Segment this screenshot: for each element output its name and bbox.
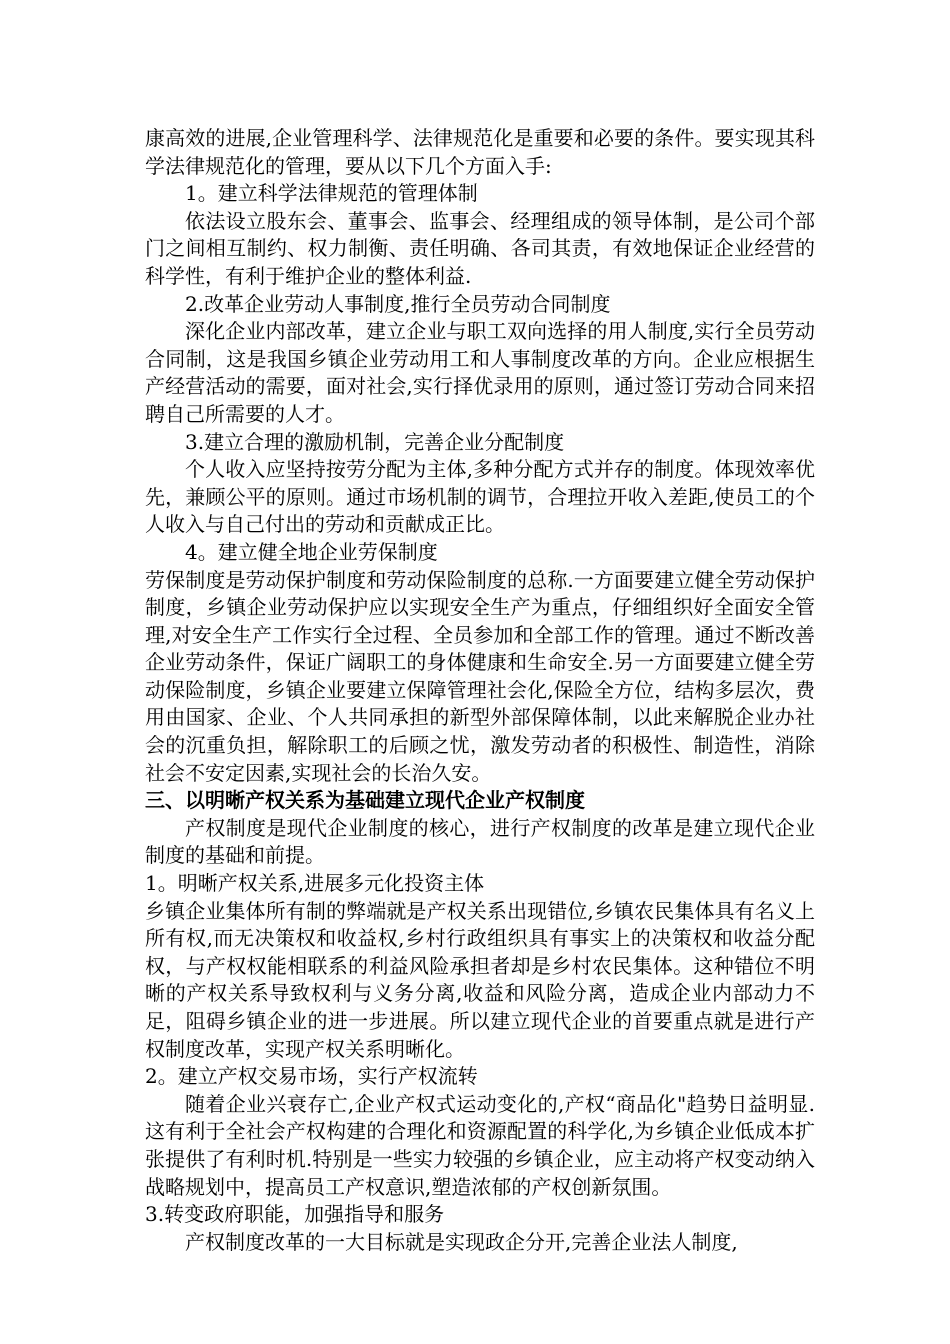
list-item-3-heading: 3.建立合理的激励机制，完善企业分配制度	[185, 429, 565, 454]
list-item-4-heading: 4。建立健全地企业劳保制度	[185, 539, 438, 564]
paragraph-labor-protection: 劳保制度是劳动保护制度和劳动保险制度的总称.一方面要建立健全劳动保护制度，乡镇企业劳动保护应以实现安全生产为重点，仔细组织好全面安全管理,对安全生产工作实行全过程、全员参加和全部工作的管理。通过不断改善企业劳动条件，保证广阔职工的身体健康和生命安全.另一方面要建立健全劳动保险制度，乡镇企业要建立保障管理社会化,保险全方位，结构多层次，费用由国家、企业、个人共同承担的新型外部保障体制，以此来解脱企业办社会的沉重负担，解除职工的后顾之忧，激发劳动者的积极性、制造性，消除社会不安定因素,实现社会的长治久安。	[145, 567, 815, 785]
paragraph-government-role: 产权制度改革的一大目标就是实现政企分开,完善企业法人制度,	[185, 1229, 738, 1254]
document-page	[145, 125, 815, 1256]
section-heading-3: 三、以明晰产权关系为基础建立现代企业产权制度	[145, 788, 585, 813]
list-item-property-2-heading: 2。建立产权交易市场，实行产权流转	[145, 1064, 478, 1089]
paragraph-distribution: 个人收入应坚持按劳分配为主体,多种分配方式并存的制度。体现效率优先，兼顾公平的原则。通过市场机制的调节，合理拉开收入差距,使员工的个人收入与自己付出的劳动和贡献成正比。	[145, 457, 815, 537]
paragraph-property-core: 产权制度是现代企业制度的核心，进行产权制度的改革是建立现代企业制度的基础和前提。	[145, 815, 815, 868]
list-item-1-heading: 1。建立科学法律规范的管理体制	[185, 181, 478, 206]
paragraph-labor-contract: 深化企业内部改革，建立企业与职工双向选择的用人制度,实行全员劳动合同制，这是我国乡镇企业劳动用工和人事制度改革的方向。企业应根据生产经营活动的需要，面对社会,实行择优录用的原则，通过签订劳动合同来招聘自己所需要的人才。	[145, 319, 815, 426]
paragraph-management-system: 依法设立股东会、董事会、监事会、经理组成的领导体制，是公司个部门之间相互制约、权力制衡、责任明确、各司其责，有效地保证企业经营的科学性，有利于维护企业的整体利益.	[145, 208, 815, 288]
list-item-2-heading: 2.改革企业劳动人事制度,推行全员劳动合同制度	[185, 291, 611, 316]
paragraph-property-market: 随着企业兴衰存亡,企业产权式运动变化的,产权“商品化"趋势日益明显.这有利于全社会产权构建的合理化和资源配置的科学化,为乡镇企业低成本扩张提供了有利时机.特别是一些实力较强的乡镇企业，应主动将产权变动纳入战略规划中，提高员工产权意识,塑造浓郁的产权创新氛围。	[145, 1091, 815, 1199]
paragraph-property-rights: 乡镇企业集体所有制的弊端就是产权关系出现错位,乡镇农民集体具有名义上所有权,而无决策权和收益权,乡村行政组织具有事实上的决策权和收益分配权，与产权权能相联系的利益风险承担者却是乡村农民集体。这种错位不明晰的产权关系导致权利与义务分离,收益和风险分离，造成企业内部动力不足，阻碍乡镇企业的进一步进展。所以建立现代企业的首要重点就是进行产权制度改革，实现产权关系明晰化。	[145, 898, 815, 1061]
list-item-property-1-heading: 1。明晰产权关系,进展多元化投资主体	[145, 871, 485, 896]
paragraph-intro: 康高效的进展,企业管理科学、法律规范化是重要和必要的条件。要实现其科学法律规范化的管理，要从以下几个方面入手:	[145, 126, 815, 178]
list-item-property-3-heading: 3.转变政府职能，加强指导和服务	[145, 1202, 445, 1227]
